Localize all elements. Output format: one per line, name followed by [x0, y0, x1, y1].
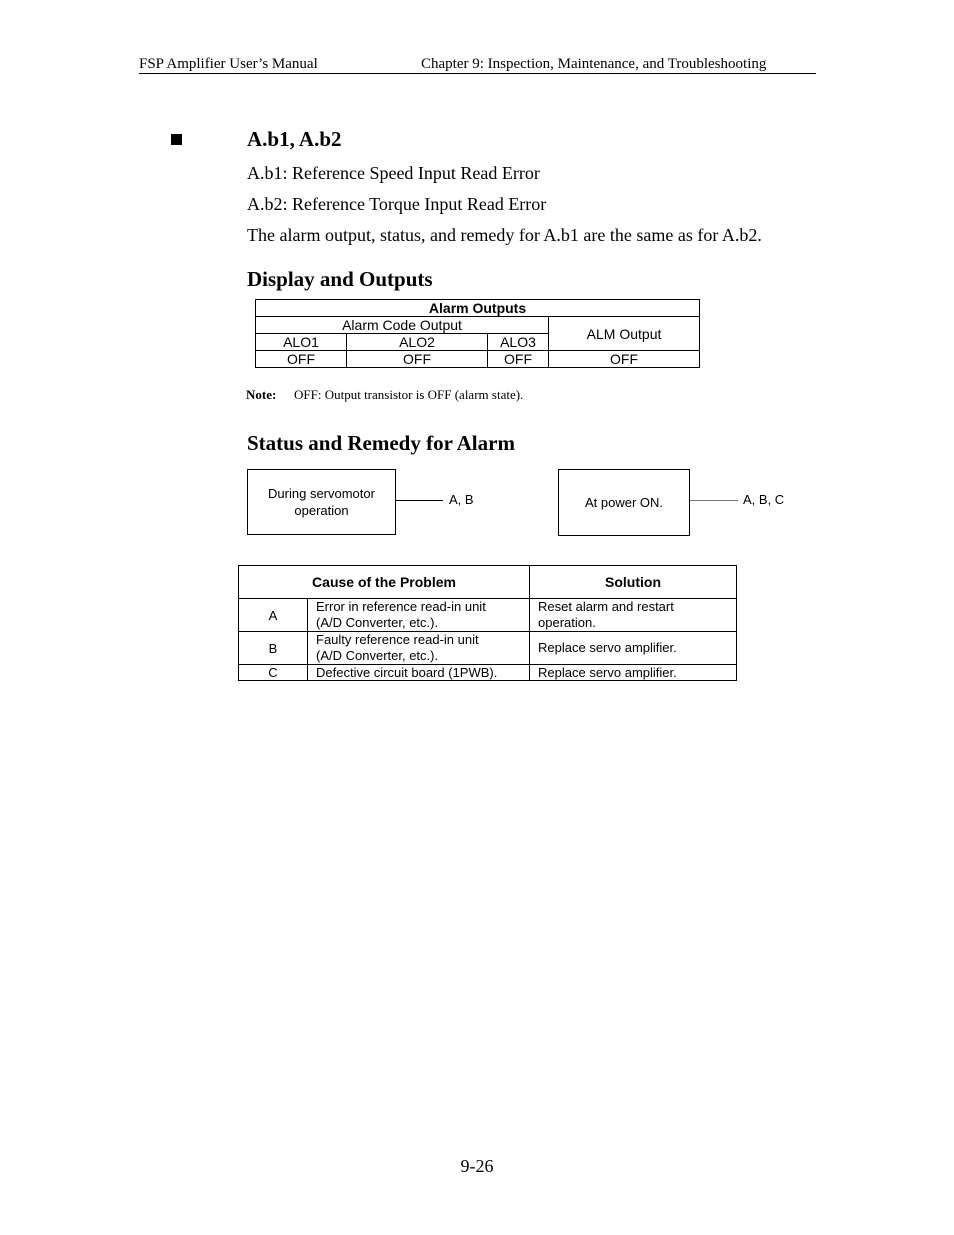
- alo2-header: ALO2: [347, 334, 488, 351]
- alarm-outputs-table: [255, 299, 700, 368]
- cause-text-line: (A/D Converter, etc.).: [316, 615, 439, 630]
- cause-text: [308, 599, 530, 632]
- alarm-description-ab1: A.b1: Reference Speed Input Read Error: [247, 163, 540, 183]
- status-causes-label: A, B: [449, 492, 474, 507]
- cause-text-line: Error in reference read-in unit: [316, 599, 486, 614]
- alo3-header: ALO3: [488, 334, 549, 351]
- table-row: [239, 632, 737, 665]
- solution-text: [530, 599, 737, 632]
- alarm-description-ab2: A.b2: Reference Torque Input Read Error: [247, 194, 547, 214]
- alo2-value: OFF: [347, 351, 488, 368]
- page-number: 9-26: [460, 1156, 494, 1176]
- header-chapter-title: Chapter 9: Inspection, Maintenance, and Troubleshooting: [421, 56, 767, 72]
- cause-header: Cause of the Problem: [239, 566, 530, 599]
- status-box-servomotor-operation: [247, 469, 396, 535]
- status-remedy-heading: Status and Remedy for Alarm: [247, 431, 515, 455]
- header-manual-title: FSP Amplifier User’s Manual: [139, 56, 318, 72]
- status-box-label-line: At power ON.: [584, 495, 664, 510]
- cause-text: [308, 632, 530, 665]
- alarm-equivalence-note: The alarm output, status, and remedy for A.b1 are the same as for A.b2.: [247, 225, 762, 245]
- note-text: OFF: Output transistor is OFF (alarm state).: [294, 387, 524, 402]
- section-title: A.b1, A.b2: [247, 127, 342, 151]
- cause-text-line: Faulty reference read-in unit: [316, 632, 479, 647]
- table-row: [239, 665, 737, 681]
- status-connector-line: [396, 500, 443, 501]
- solution-text-line: operation.: [538, 615, 596, 630]
- cause-solution-table: [238, 565, 737, 681]
- cause-id: C: [239, 665, 308, 681]
- table-row: [239, 599, 737, 632]
- header-rule: [139, 73, 816, 74]
- display-outputs-heading: Display and Outputs: [247, 267, 433, 291]
- cause-id: A: [239, 599, 308, 632]
- alm-value: OFF: [549, 351, 700, 368]
- alm-output-header: ALM Output: [549, 317, 700, 351]
- solution-header: Solution: [530, 566, 737, 599]
- solution-text: Replace servo amplifier.: [530, 632, 737, 665]
- cause-text-line: (A/D Converter, etc.).: [316, 648, 439, 663]
- alo3-value: OFF: [488, 351, 549, 368]
- alo1-header: ALO1: [256, 334, 347, 351]
- solution-text: Replace servo amplifier.: [530, 665, 737, 681]
- status-connector-line: [690, 500, 738, 501]
- alarm-outputs-title: Alarm Outputs: [256, 300, 700, 317]
- cause-text: Defective circuit board (1PWB).: [308, 665, 530, 681]
- status-box-label-line: During servomotor: [268, 486, 375, 501]
- square-bullet-icon: [171, 134, 182, 145]
- status-box-power-on: [558, 469, 690, 536]
- alarm-code-output-header: Alarm Code Output: [256, 317, 549, 334]
- cause-id: B: [239, 632, 308, 665]
- status-box-label-line: operation: [294, 503, 349, 518]
- status-causes-label: A, B, C: [743, 492, 785, 507]
- note-label: Note:: [246, 387, 277, 402]
- solution-text-line: Reset alarm and restart: [538, 599, 674, 614]
- alo1-value: OFF: [256, 351, 347, 368]
